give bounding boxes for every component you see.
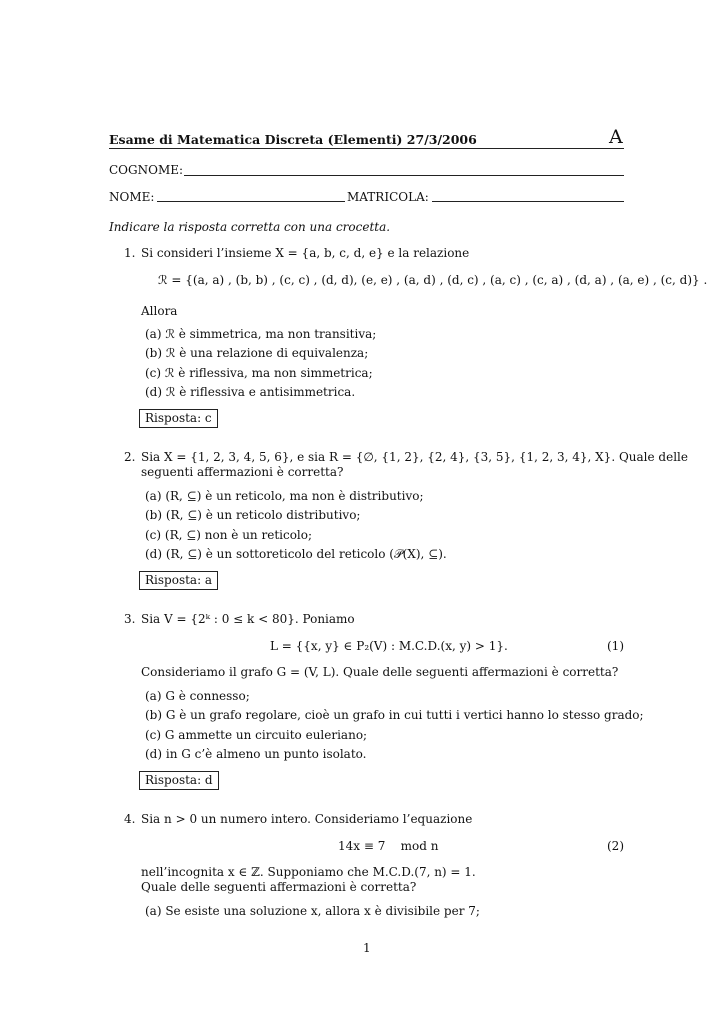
question-3-option-a[interactable]: (a) G è connesso;: [145, 689, 250, 703]
question-2-intro-line2: seguenti affermazioni è corretta?: [141, 465, 344, 479]
question-4-intro: Sia n > 0 un numero intero. Consideriamo l’equazione: [141, 812, 473, 826]
equation-2-number: (2): [607, 839, 624, 853]
question-4-number: 4.: [124, 812, 136, 826]
question-1-option-b[interactable]: (b) ℛ è una relazione di equivalenza;: [145, 346, 369, 360]
exam-version: A: [609, 126, 623, 148]
question-3-number: 3.: [124, 612, 136, 626]
question-1-option-d[interactable]: (d) ℛ è riflessiva e antisimmetrica.: [145, 385, 356, 399]
question-3-formula: L = {{x, y} ∈ P₂(V) : M.C.D.(x, y) > 1}.: [270, 639, 508, 653]
question-2-number: 2.: [124, 450, 136, 464]
question-4-option-a[interactable]: (a) Se esiste una soluzione x, allora x è divisibile per 7;: [145, 904, 480, 918]
question-2-answer-box: Risposta: a: [139, 571, 218, 590]
question-2-option-d[interactable]: (d) (R, ⊆) è un sottoreticolo del reticolo (𝒫(X), ⊆).: [145, 547, 447, 561]
instructions: Indicare la risposta corretta con una crocetta.: [109, 220, 391, 234]
question-3-intro: Sia V = {2ᵏ : 0 ≤ k < 80}. Poniamo: [141, 612, 355, 626]
cognome-field[interactable]: [184, 175, 624, 176]
page-number: 1: [363, 941, 371, 955]
exam-title: Esame di Matematica Discreta (Elementi) 27/3/2006: [109, 132, 477, 147]
question-2-intro-line1: Sia X = {1, 2, 3, 4, 5, 6}, e sia R = {∅, {1, 2}, {2, 4}, {3, 5}, {1, 2, 3, 4}, X}. Quale delle: [141, 450, 688, 464]
nome-label: NOME:: [109, 190, 155, 204]
matricola-label: MATRICOLA:: [347, 190, 429, 204]
question-2-option-b[interactable]: (b) (R, ⊆) è un reticolo distributivo;: [145, 508, 361, 522]
nome-field[interactable]: [157, 201, 345, 202]
question-3-lead: Consideriamo il grafo G = (V, L). Quale delle seguenti affermazioni è corretta?: [141, 665, 619, 679]
question-1-lead: Allora: [141, 304, 178, 318]
question-4-lead-line2: Quale delle seguenti affermazioni è corretta?: [141, 880, 417, 894]
question-2-option-c[interactable]: (c) (R, ⊆) non è un reticolo;: [145, 528, 313, 542]
question-1-intro: Si consideri l’insieme X = {a, b, c, d, e} e la relazione: [141, 246, 470, 260]
question-3-option-d[interactable]: (d) in G c’è almeno un punto isolato.: [145, 747, 367, 761]
question-4-formula: 14x ≡ 7 mod n: [338, 839, 439, 853]
question-4-lead-line1: nell’incognita x ∈ ℤ. Supponiamo che M.C.D.(7, n) = 1.: [141, 865, 476, 879]
question-1-option-c[interactable]: (c) ℛ è riflessiva, ma non simmetrica;: [145, 366, 373, 380]
matricola-field[interactable]: [432, 201, 624, 202]
question-1-number: 1.: [124, 246, 136, 260]
question-3-option-b[interactable]: (b) G è un grafo regolare, cioè un grafo in cui tutti i vertici hanno lo stesso grado;: [145, 708, 644, 722]
question-1-option-a[interactable]: (a) ℛ è simmetrica, ma non transitiva;: [145, 327, 377, 341]
equation-1-number: (1): [607, 639, 624, 653]
question-2-option-a[interactable]: (a) (R, ⊆) è un reticolo, ma non è distributivo;: [145, 489, 424, 503]
title-rule: [109, 148, 624, 149]
question-1-formula: ℛ = {(a, a) , (b, b) , (c, c) , (d, d), (e, e) , (a, d) , (d, c) , (a, c) , (c, a) , (d, a) , (a, e) , (c, d)} .: [158, 273, 708, 287]
question-3-answer-box: Risposta: d: [139, 771, 219, 790]
cognome-label: COGNOME:: [109, 163, 184, 177]
question-3-option-c[interactable]: (c) G ammette un circuito euleriano;: [145, 728, 368, 742]
question-1-answer-box: Risposta: c: [139, 409, 218, 428]
